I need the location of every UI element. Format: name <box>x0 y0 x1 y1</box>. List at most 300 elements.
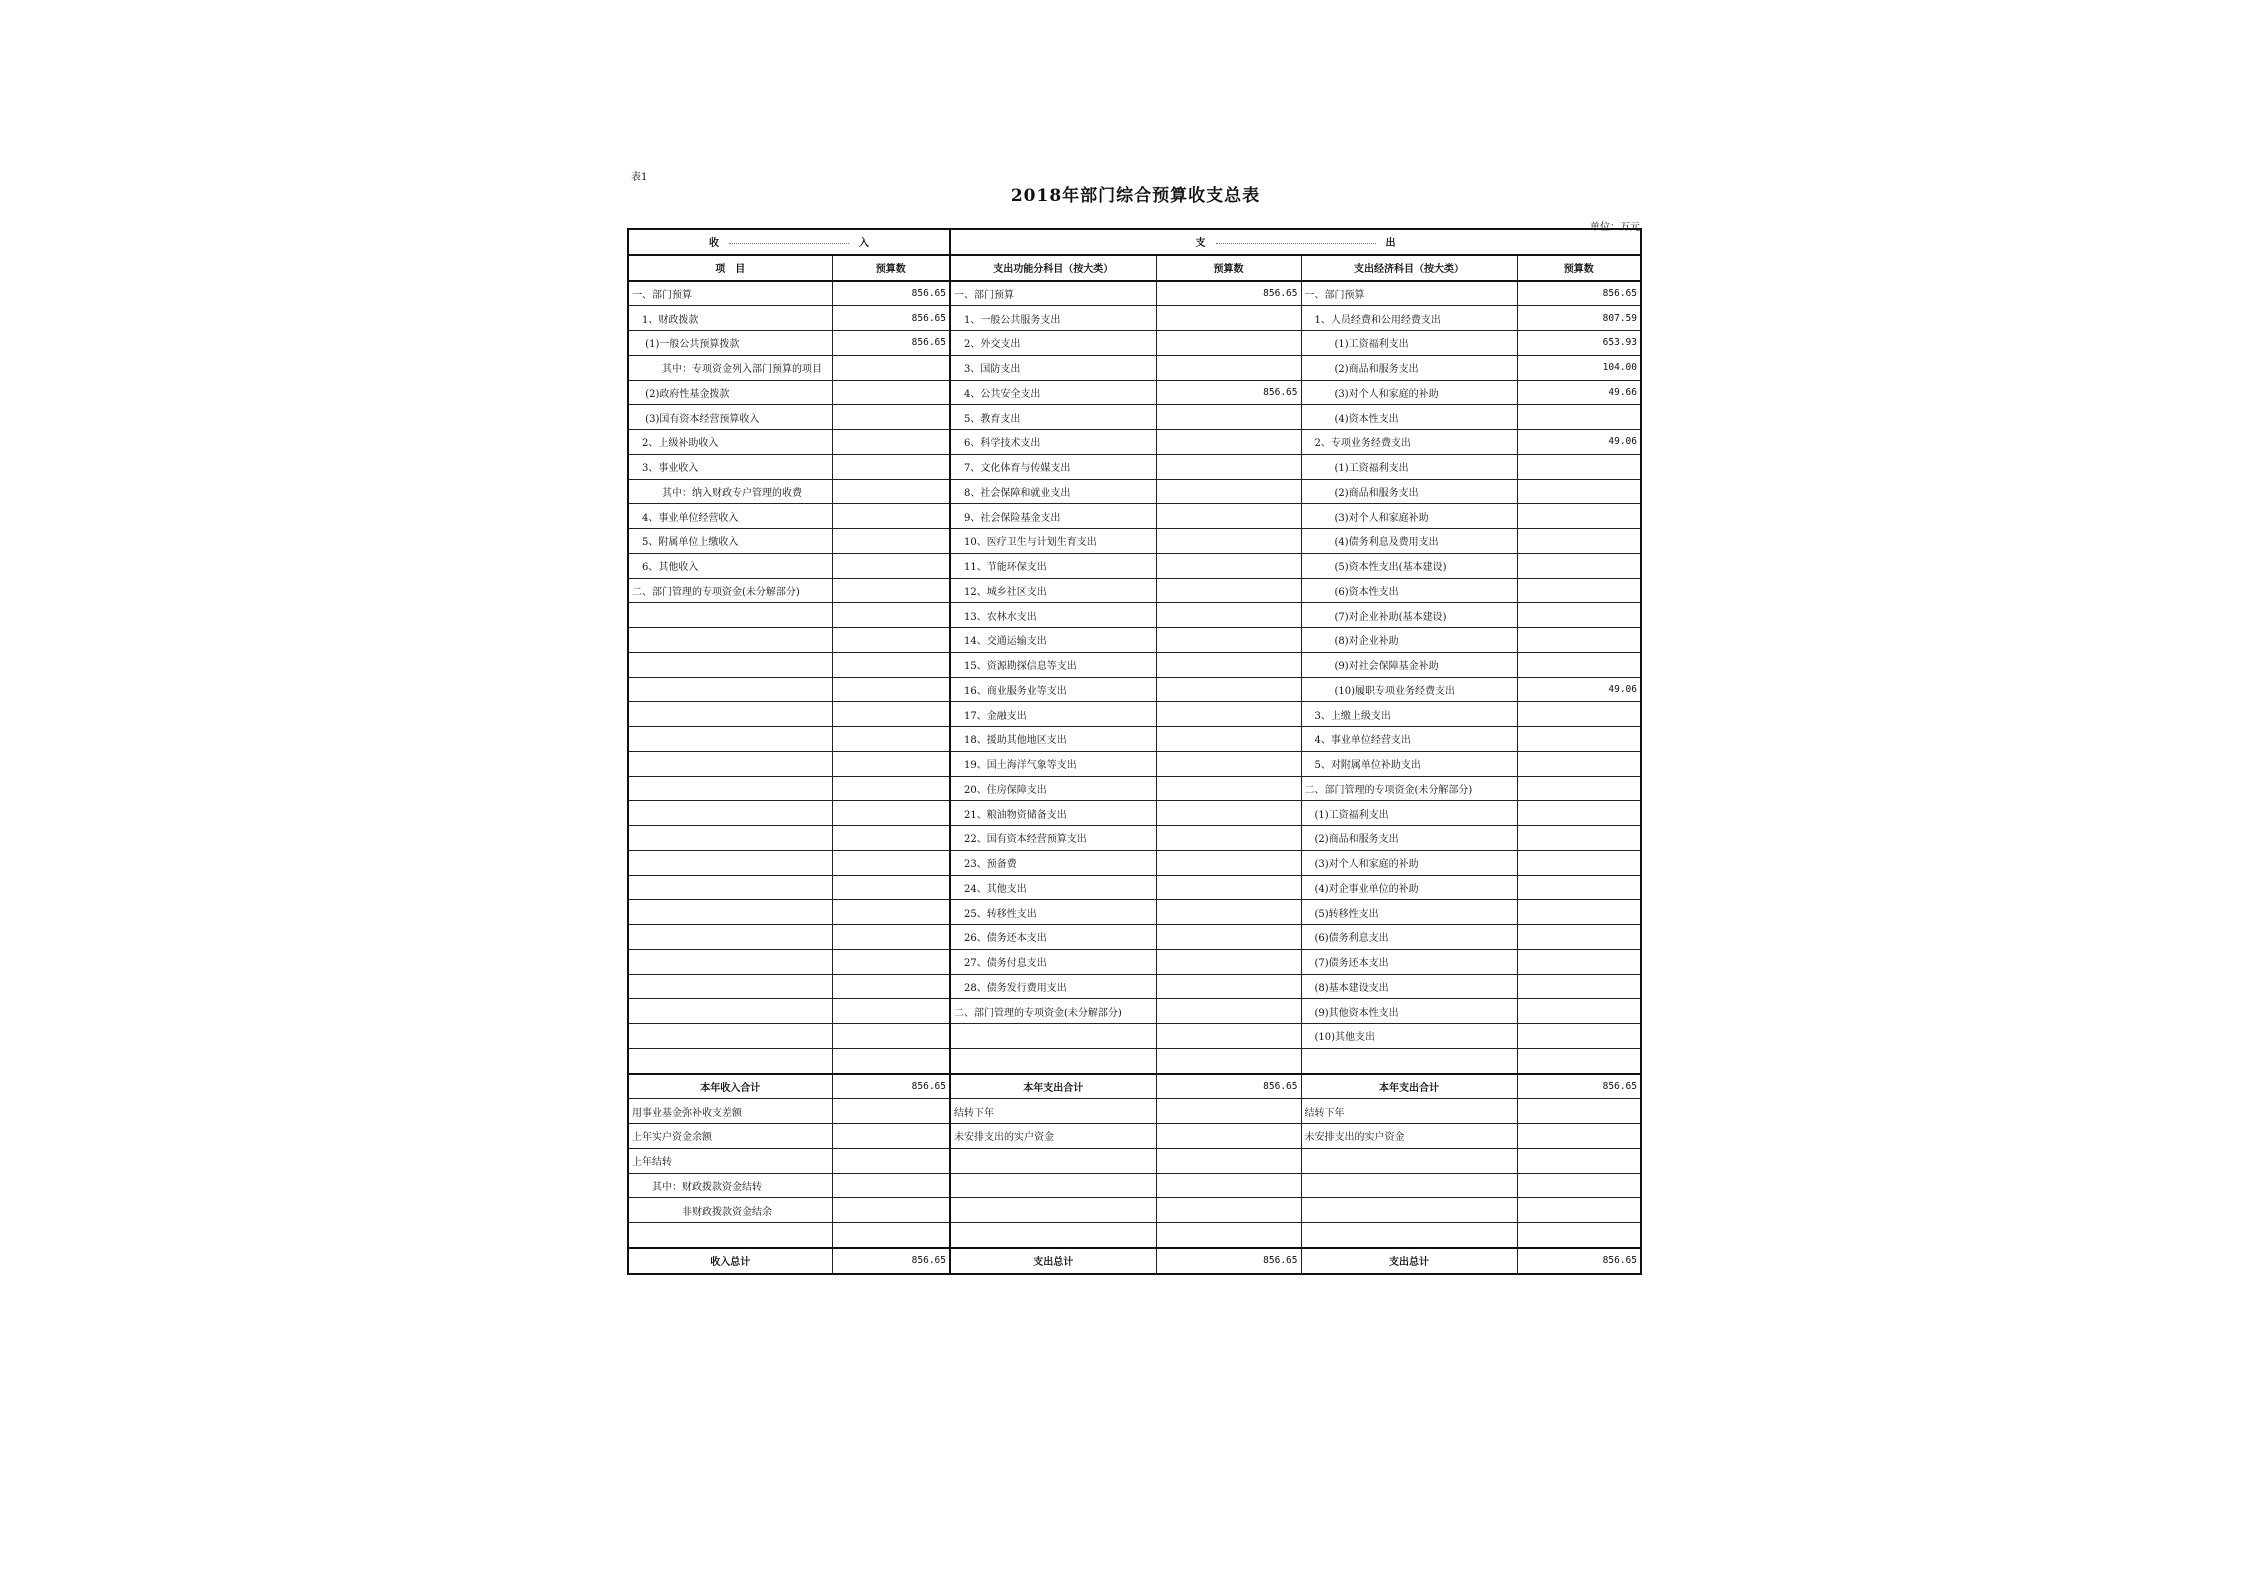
function-amount <box>1156 751 1301 776</box>
economic-item: (2)商品和服务支出 <box>1301 355 1517 380</box>
income-amount <box>832 1198 950 1223</box>
income-item <box>628 776 832 801</box>
income-item: 2、上级补助收入 <box>628 430 832 455</box>
income-item: 一、部门预算 <box>628 281 832 306</box>
table-row <box>628 776 1641 801</box>
income-item: 本年收入合计 <box>628 1074 832 1099</box>
function-amount <box>1156 1124 1301 1149</box>
income-item: (2)政府性基金拨款 <box>628 380 832 405</box>
income-item: 3、事业收入 <box>628 454 832 479</box>
function-item: 结转下年 <box>950 1099 1156 1124</box>
economic-item: 支出总计 <box>1301 1248 1517 1274</box>
table-row <box>628 1223 1641 1248</box>
income-item <box>628 677 832 702</box>
economic-item: (4)债务利息及费用支出 <box>1301 529 1517 554</box>
economic-item: (4)资本性支出 <box>1301 405 1517 430</box>
function-item: 15、资源勘探信息等支出 <box>950 652 1156 677</box>
economic-item: 2、专项业务经费支出 <box>1301 430 1517 455</box>
income-amount <box>832 652 950 677</box>
function-amount <box>1156 776 1301 801</box>
income-amount <box>832 1148 950 1173</box>
function-amount <box>1156 430 1301 455</box>
economic-amount <box>1517 1173 1641 1198</box>
table-row <box>628 949 1641 974</box>
income-item <box>628 1048 832 1073</box>
function-item: 13、农林水支出 <box>950 603 1156 628</box>
economic-amount: 856.65 <box>1517 281 1641 306</box>
economic-item: (8)对企业补助 <box>1301 628 1517 653</box>
table-row <box>628 1148 1641 1173</box>
economic-amount <box>1517 801 1641 826</box>
function-item: 支出总计 <box>950 1248 1156 1274</box>
budget-summary-table <box>627 228 1642 1275</box>
function-item <box>950 1048 1156 1073</box>
col-header-item: 项 目 <box>628 255 832 281</box>
income-amount <box>832 553 950 578</box>
function-amount <box>1156 949 1301 974</box>
income-item: 6、其他收入 <box>628 553 832 578</box>
table-row <box>628 553 1641 578</box>
table-row <box>628 1124 1641 1149</box>
income-item: 4、事业单位经营收入 <box>628 504 832 529</box>
function-item: 23、预备费 <box>950 850 1156 875</box>
function-item: 1、一般公共服务支出 <box>950 306 1156 331</box>
income-amount: 856.65 <box>832 306 950 331</box>
function-amount <box>1156 1223 1301 1248</box>
function-amount <box>1156 1048 1301 1073</box>
table-row <box>628 578 1641 603</box>
function-item: 25、转移性支出 <box>950 900 1156 925</box>
function-item: 二、部门管理的专项资金(未分解部分) <box>950 999 1156 1024</box>
function-amount <box>1156 900 1301 925</box>
income-amount <box>832 1173 950 1198</box>
economic-item: (1)工资福利支出 <box>1301 331 1517 356</box>
economic-amount <box>1517 925 1641 950</box>
col-header-economic-amount: 预算数 <box>1517 255 1641 281</box>
function-amount <box>1156 875 1301 900</box>
economic-item <box>1301 1223 1517 1248</box>
header-dots <box>729 243 849 244</box>
col-header-function-category: 支出功能分科目（按大类） <box>950 255 1156 281</box>
income-item: 其中：专项资金列入部门预算的项目 <box>628 355 832 380</box>
function-amount <box>1156 677 1301 702</box>
economic-item: (7)债务还本支出 <box>1301 949 1517 974</box>
col-header-economic-category: 支出经济科目（按大类） <box>1301 255 1517 281</box>
sheet-label: 表1 <box>631 172 648 183</box>
table-row <box>628 1173 1641 1198</box>
function-amount <box>1156 702 1301 727</box>
economic-item: (1)工资福利支出 <box>1301 801 1517 826</box>
income-amount: 856.65 <box>832 1074 950 1099</box>
function-item: 17、金融支出 <box>950 702 1156 727</box>
income-amount <box>832 949 950 974</box>
economic-item: 二、部门管理的专项资金(未分解部分) <box>1301 776 1517 801</box>
economic-item: (3)对个人和家庭补助 <box>1301 504 1517 529</box>
economic-amount <box>1517 529 1641 554</box>
group-header-row <box>628 229 1641 255</box>
function-item <box>950 1024 1156 1049</box>
function-amount <box>1156 925 1301 950</box>
table-row <box>628 504 1641 529</box>
table-row <box>628 281 1641 306</box>
income-amount <box>832 578 950 603</box>
table-row <box>628 454 1641 479</box>
income-item: 其中：纳入财政专户管理的收费 <box>628 479 832 504</box>
economic-item <box>1301 1148 1517 1173</box>
table-row <box>628 999 1641 1024</box>
economic-amount <box>1517 652 1641 677</box>
income-amount <box>832 628 950 653</box>
income-amount <box>832 826 950 851</box>
expense-header-char-2: 出 <box>1385 238 1396 250</box>
income-item <box>628 751 832 776</box>
table-row <box>628 925 1641 950</box>
function-amount <box>1156 553 1301 578</box>
economic-item: (2)商品和服务支出 <box>1301 479 1517 504</box>
income-item <box>628 826 832 851</box>
table-row <box>628 652 1641 677</box>
income-item <box>628 727 832 752</box>
expense-group-header <box>950 229 1641 255</box>
function-amount <box>1156 1173 1301 1198</box>
economic-amount <box>1517 900 1641 925</box>
income-amount <box>832 380 950 405</box>
income-item <box>628 1223 832 1248</box>
economic-amount <box>1517 751 1641 776</box>
table-row <box>628 380 1641 405</box>
income-item: 上年结转 <box>628 1148 832 1173</box>
income-item <box>628 1024 832 1049</box>
income-amount: 856.65 <box>832 1248 950 1274</box>
function-amount <box>1156 850 1301 875</box>
economic-amount <box>1517 949 1641 974</box>
economic-amount: 49.66 <box>1517 380 1641 405</box>
table-row <box>628 826 1641 851</box>
function-amount <box>1156 801 1301 826</box>
economic-amount <box>1517 826 1641 851</box>
economic-item: 未安排支出的实户资金 <box>1301 1124 1517 1149</box>
income-item <box>628 850 832 875</box>
economic-amount <box>1517 1198 1641 1223</box>
function-item: 14、交通运输支出 <box>950 628 1156 653</box>
function-item: 一、部门预算 <box>950 281 1156 306</box>
table-row <box>628 331 1641 356</box>
function-amount <box>1156 479 1301 504</box>
table-row <box>628 751 1641 776</box>
economic-item: (2)商品和服务支出 <box>1301 826 1517 851</box>
economic-item: (3)对个人和家庭的补助 <box>1301 380 1517 405</box>
income-amount <box>832 1048 950 1073</box>
function-item: 2、外交支出 <box>950 331 1156 356</box>
function-item: 26、债务还本支出 <box>950 925 1156 950</box>
table-row <box>628 355 1641 380</box>
income-item: 1、财政拨款 <box>628 306 832 331</box>
income-item: 收入总计 <box>628 1248 832 1274</box>
economic-amount <box>1517 405 1641 430</box>
income-item: 二、部门管理的专项资金(未分解部分) <box>628 578 832 603</box>
function-item: 20、住房保障支出 <box>950 776 1156 801</box>
economic-amount <box>1517 974 1641 999</box>
function-amount <box>1156 1099 1301 1124</box>
economic-item: (9)对社会保障基金补助 <box>1301 652 1517 677</box>
function-amount <box>1156 331 1301 356</box>
economic-amount: 49.06 <box>1517 677 1641 702</box>
income-amount <box>832 529 950 554</box>
income-amount <box>832 1223 950 1248</box>
income-amount <box>832 430 950 455</box>
function-item <box>950 1148 1156 1173</box>
economic-amount <box>1517 1148 1641 1173</box>
income-header-char-1: 收 <box>709 238 719 250</box>
table-row <box>628 1198 1641 1223</box>
economic-amount: 653.93 <box>1517 331 1641 356</box>
income-item <box>628 652 832 677</box>
table-row <box>628 850 1641 875</box>
table-row <box>628 479 1641 504</box>
expense-header-char-1: 支 <box>1195 238 1206 250</box>
function-item <box>950 1223 1156 1248</box>
economic-amount <box>1517 875 1641 900</box>
economic-amount <box>1517 727 1641 752</box>
economic-item: (1)工资福利支出 <box>1301 454 1517 479</box>
economic-item: 本年支出合计 <box>1301 1074 1517 1099</box>
income-item <box>628 603 832 628</box>
table-row <box>628 529 1641 554</box>
table-row <box>628 900 1641 925</box>
economic-amount <box>1517 850 1641 875</box>
economic-item: (4)对企事业单位的补助 <box>1301 875 1517 900</box>
income-amount <box>832 504 950 529</box>
table-row <box>628 628 1641 653</box>
function-item: 4、公共安全支出 <box>950 380 1156 405</box>
economic-amount <box>1517 603 1641 628</box>
economic-item: 1、人员经费和公用经费支出 <box>1301 306 1517 331</box>
grand-total-row <box>628 1248 1641 1274</box>
economic-amount <box>1517 504 1641 529</box>
function-amount <box>1156 529 1301 554</box>
function-item: 3、国防支出 <box>950 355 1156 380</box>
economic-item: 结转下年 <box>1301 1099 1517 1124</box>
function-item: 21、粮油物资储备支出 <box>950 801 1156 826</box>
function-amount <box>1156 578 1301 603</box>
income-amount <box>832 1124 950 1149</box>
income-amount <box>832 702 950 727</box>
income-amount: 856.65 <box>832 331 950 356</box>
function-amount <box>1156 355 1301 380</box>
economic-item <box>1301 1173 1517 1198</box>
income-header-char-2: 入 <box>859 238 869 250</box>
income-amount <box>832 677 950 702</box>
income-item <box>628 875 832 900</box>
income-item <box>628 999 832 1024</box>
function-amount <box>1156 999 1301 1024</box>
function-item: 28、债务发行费用支出 <box>950 974 1156 999</box>
income-amount <box>832 454 950 479</box>
economic-item: (10)其他支出 <box>1301 1024 1517 1049</box>
economic-item: (9)其他资本性支出 <box>1301 999 1517 1024</box>
income-item <box>628 949 832 974</box>
income-item: 其中：财政拨款资金结转 <box>628 1173 832 1198</box>
income-amount <box>832 900 950 925</box>
income-amount <box>832 603 950 628</box>
function-item: 5、教育支出 <box>950 405 1156 430</box>
function-amount <box>1156 628 1301 653</box>
function-item: 19、国土海洋气象等支出 <box>950 751 1156 776</box>
page-title: 2018年部门综合预算收支总表 <box>1010 186 1261 206</box>
column-header-row <box>628 255 1641 281</box>
table-row <box>628 702 1641 727</box>
function-amount <box>1156 306 1301 331</box>
economic-amount <box>1517 553 1641 578</box>
economic-amount <box>1517 1048 1641 1073</box>
income-amount <box>832 405 950 430</box>
function-item: 7、文化体育与传媒支出 <box>950 454 1156 479</box>
table-row <box>628 1099 1641 1124</box>
income-amount <box>832 999 950 1024</box>
function-amount: 856.65 <box>1156 1248 1301 1274</box>
income-item <box>628 925 832 950</box>
income-amount <box>832 751 950 776</box>
income-amount <box>832 479 950 504</box>
function-item: 24、其他支出 <box>950 875 1156 900</box>
function-item: 未安排支出的实户资金 <box>950 1124 1156 1149</box>
economic-amount: 104.00 <box>1517 355 1641 380</box>
economic-amount <box>1517 1099 1641 1124</box>
income-amount <box>832 776 950 801</box>
economic-item: (5)资本性支出(基本建设) <box>1301 553 1517 578</box>
income-item: 非财政拨款资金结余 <box>628 1198 832 1223</box>
income-item: 上年实户资金余额 <box>628 1124 832 1149</box>
function-amount: 856.65 <box>1156 281 1301 306</box>
economic-item <box>1301 1048 1517 1073</box>
function-item: 27、债务付息支出 <box>950 949 1156 974</box>
function-amount <box>1156 454 1301 479</box>
function-amount <box>1156 504 1301 529</box>
income-item: (1)一般公共预算拨款 <box>628 331 832 356</box>
function-item: 10、医疗卫生与计划生育支出 <box>950 529 1156 554</box>
table-row <box>628 1024 1641 1049</box>
function-amount <box>1156 727 1301 752</box>
economic-amount <box>1517 1223 1641 1248</box>
annual-total-row <box>628 1074 1641 1099</box>
economic-amount: 49.06 <box>1517 430 1641 455</box>
function-amount <box>1156 1198 1301 1223</box>
function-item: 12、城乡社区支出 <box>950 578 1156 603</box>
income-amount <box>832 727 950 752</box>
function-item: 18、援助其他地区支出 <box>950 727 1156 752</box>
function-item: 9、社会保险基金支出 <box>950 504 1156 529</box>
function-amount: 856.65 <box>1156 1074 1301 1099</box>
income-item <box>628 974 832 999</box>
economic-amount <box>1517 454 1641 479</box>
income-item <box>628 702 832 727</box>
table-row <box>628 405 1641 430</box>
table-row <box>628 801 1641 826</box>
income-amount <box>832 925 950 950</box>
economic-item: (7)对企业补助(基本建设) <box>1301 603 1517 628</box>
economic-amount <box>1517 999 1641 1024</box>
economic-amount <box>1517 479 1641 504</box>
economic-item: (8)基本建设支出 <box>1301 974 1517 999</box>
economic-item: 5、对附属单位补助支出 <box>1301 751 1517 776</box>
table-row <box>628 677 1641 702</box>
economic-item: (5)转移性支出 <box>1301 900 1517 925</box>
function-amount <box>1156 826 1301 851</box>
economic-amount <box>1517 1124 1641 1149</box>
table-row <box>628 603 1641 628</box>
table-row <box>628 974 1641 999</box>
income-item: 用事业基金弥补收支差额 <box>628 1099 832 1124</box>
income-amount <box>832 801 950 826</box>
economic-amount <box>1517 776 1641 801</box>
table-row <box>628 306 1641 331</box>
table-row <box>628 727 1641 752</box>
economic-amount <box>1517 702 1641 727</box>
economic-item: (6)资本性支出 <box>1301 578 1517 603</box>
function-item: 11、节能环保支出 <box>950 553 1156 578</box>
col-header-income-amount: 预算数 <box>832 255 950 281</box>
function-amount <box>1156 974 1301 999</box>
income-item: (3)国有资本经营预算收入 <box>628 405 832 430</box>
table-row <box>628 1048 1641 1073</box>
unit-label: 单位：万元 <box>1590 222 1640 233</box>
income-amount <box>832 875 950 900</box>
header-dots <box>1216 243 1376 244</box>
income-amount <box>832 1099 950 1124</box>
function-amount <box>1156 603 1301 628</box>
economic-item: (6)债务利息支出 <box>1301 925 1517 950</box>
economic-amount <box>1517 1024 1641 1049</box>
function-amount <box>1156 652 1301 677</box>
function-amount: 856.65 <box>1156 380 1301 405</box>
function-amount <box>1156 1148 1301 1173</box>
income-item: 5、附属单位上缴收入 <box>628 529 832 554</box>
economic-item <box>1301 1198 1517 1223</box>
income-amount <box>832 850 950 875</box>
col-header-function-amount: 预算数 <box>1156 255 1301 281</box>
income-item <box>628 900 832 925</box>
function-item: 6、科学技术支出 <box>950 430 1156 455</box>
income-amount <box>832 1024 950 1049</box>
function-item: 8、社会保障和就业支出 <box>950 479 1156 504</box>
economic-amount: 856.65 <box>1517 1074 1641 1099</box>
economic-amount <box>1517 578 1641 603</box>
economic-item: 4、事业单位经营支出 <box>1301 727 1517 752</box>
income-item <box>628 801 832 826</box>
income-amount: 856.65 <box>832 281 950 306</box>
function-item: 本年支出合计 <box>950 1074 1156 1099</box>
income-amount <box>832 355 950 380</box>
income-item <box>628 628 832 653</box>
economic-amount <box>1517 628 1641 653</box>
economic-item: (10)履职专项业务经费支出 <box>1301 677 1517 702</box>
economic-item: 3、上缴上级支出 <box>1301 702 1517 727</box>
table-row <box>628 430 1641 455</box>
economic-amount: 856.65 <box>1517 1248 1641 1274</box>
function-item <box>950 1198 1156 1223</box>
economic-amount: 807.59 <box>1517 306 1641 331</box>
function-item: 22、国有资本经营预算支出 <box>950 826 1156 851</box>
income-group-header <box>628 229 950 255</box>
function-amount <box>1156 1024 1301 1049</box>
income-amount <box>832 974 950 999</box>
table-row <box>628 875 1641 900</box>
function-item: 16、商业服务业等支出 <box>950 677 1156 702</box>
function-amount <box>1156 405 1301 430</box>
function-item <box>950 1173 1156 1198</box>
economic-item: (3)对个人和家庭的补助 <box>1301 850 1517 875</box>
economic-item: 一、部门预算 <box>1301 281 1517 306</box>
